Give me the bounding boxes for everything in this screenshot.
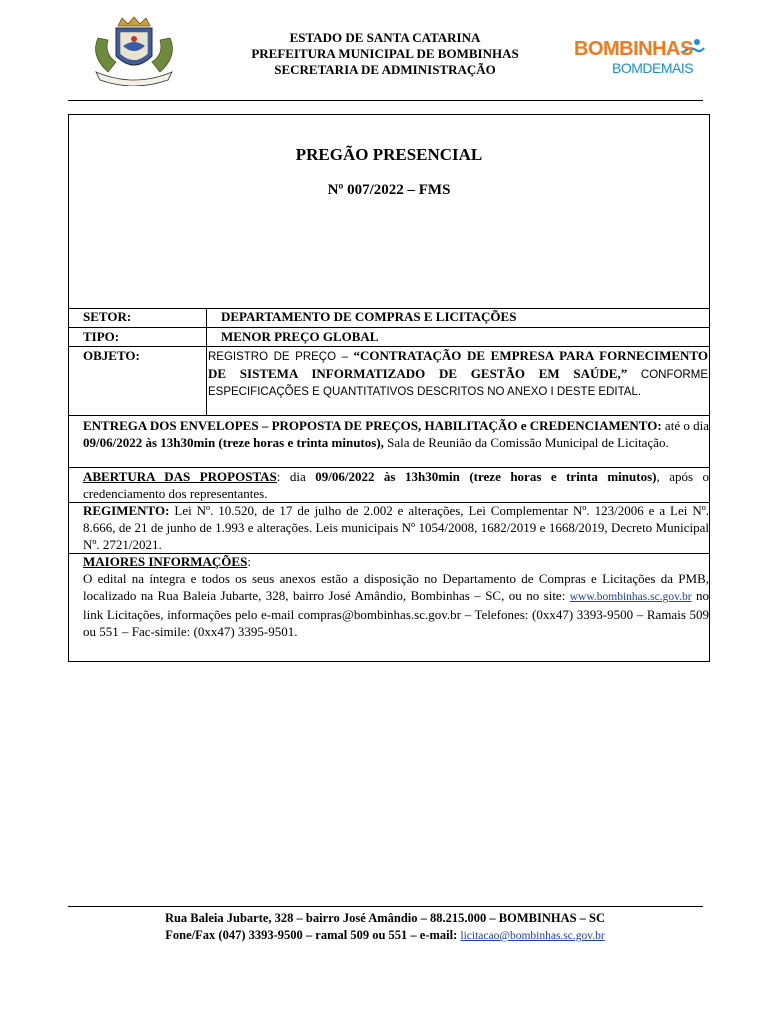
regimento-heading: REGIMENTO: — [83, 503, 170, 518]
notice-number: Nº 007/2022 – FMS — [327, 182, 451, 198]
divider — [69, 346, 709, 347]
bombinhas-brand-logo — [570, 36, 710, 82]
entrega-heading: ENTREGA DOS ENVELOPES – PROPOSTA DE PREÇOS, HABILITAÇÃO e CREDENCIAMENTO: — [83, 418, 662, 433]
objeto-label: OBJETO: — [83, 348, 140, 363]
regimento-paragraph — [83, 502, 709, 553]
entrega-date: 09/06/2022 às 13h30min (treze horas e trinta minutos), — [83, 435, 384, 450]
objeto-suffix: CONFORME ESPECIFICAÇÕES E QUANTITATIVOS DESCRITOS NO ANEXO I DESTE EDITAL. — [208, 368, 708, 398]
objeto-bold: “CONTRATAÇÃO DE EMPRESA PARA FORNECIMENTO DE SISTEMA INFORMATIZADO DE GESTÃO EM SAÚDE,” — [208, 348, 708, 381]
header-secretariat: SECRETARIA DE ADMINISTRAÇÃO — [274, 62, 496, 77]
tipo-value: MENOR PREÇO GLOBAL — [221, 329, 379, 344]
notice-title: PREGÃO PRESENCIAL — [295, 145, 483, 164]
maiores-text: O edital na íntegra e todos os seus anexos estão a disposição no Departamento de Compras e Licitações da PMB, localizado na Rua Baleia Jubarte, 328, bairro José Amândio, Bombinhas – SC, ou no site: — [83, 571, 709, 603]
maiores-heading: MAIORES INFORMAÇÕES — [83, 554, 248, 569]
entrega-location: Sala de Reunião da Comissão Municipal de Licitação. — [383, 435, 669, 450]
footer-email-link[interactable]: licitacao@bombinhas.sc.gov.br — [460, 930, 605, 942]
maiores-informacoes-paragraph — [83, 553, 709, 640]
brand-name-top: BOMBINHAS — [574, 38, 693, 60]
objeto-prefix: REGISTRO DE PREÇO – — [208, 351, 354, 363]
entrega-paragraph — [83, 417, 709, 451]
abertura-note: , após o credenciamento dos representantes. — [83, 469, 709, 501]
setor-value: DEPARTAMENTO DE COMPRAS E LICITAÇÕES — [221, 309, 517, 324]
header-prefecture: PREFEITURA MUNICIPAL DE BOMBINHAS — [251, 46, 519, 61]
maiores-contact: no link Licitações, informações pelo e-mail compras@bombinhas.sc.gov.br – Telefones: (0xx47) 3393-9500 – Ramais 509 ou 551 – Fac-simile: (0xx47) 3395-9501. — [83, 588, 709, 639]
entrega-text: até o dia — [661, 418, 709, 433]
abertura-heading: ABERTURA DAS PROPOSTAS — [83, 469, 277, 484]
regimento-text: Lei Nº. 10.520, de 17 de julho de 2.002 e alterações, Lei Complementar Nº. 123/2006 e a Lei Nº. 8.666, de 21 de junho de 1.993 e alterações. Leis municipais Nº 1054/2008, 1682/2019 e 1668/2019, Decreto Municipal Nº. 2721/2021. — [83, 503, 709, 552]
document-header — [200, 30, 570, 78]
setor-label: SETOR: — [83, 309, 132, 324]
abertura-paragraph — [83, 468, 709, 502]
column-divider — [206, 308, 207, 415]
divider — [69, 415, 709, 416]
maiores-colon: : — [247, 554, 251, 569]
footer-contact — [100, 927, 670, 945]
document-footer — [100, 910, 670, 945]
notice-box — [68, 114, 710, 662]
divider — [69, 327, 709, 328]
website-link[interactable]: www.bombinhas.sc.gov.br — [569, 591, 692, 603]
footer-divider — [68, 906, 703, 907]
footer-address: Rua Baleia Jubarte, 328 – bairro José Amândio – 88.215.000 – BOMBINHAS – SC — [164, 911, 606, 925]
brand-name-bottom: BOMDEMAIS — [612, 60, 694, 76]
objeto-value — [208, 348, 708, 401]
header-divider — [68, 100, 703, 101]
abertura-date: 09/06/2022 às 13h30min (treze horas e trinta minutos) — [315, 469, 657, 484]
municipal-crest-logo — [88, 16, 180, 86]
footer-phone: Fone/Fax (047) 3393-9500 – ramal 509 ou 551 – e-mail: — [165, 928, 461, 942]
abertura-text: : dia — [276, 469, 316, 484]
tipo-label: TIPO: — [83, 329, 120, 344]
header-state: ESTADO DE SANTA CATARINA — [289, 30, 481, 45]
